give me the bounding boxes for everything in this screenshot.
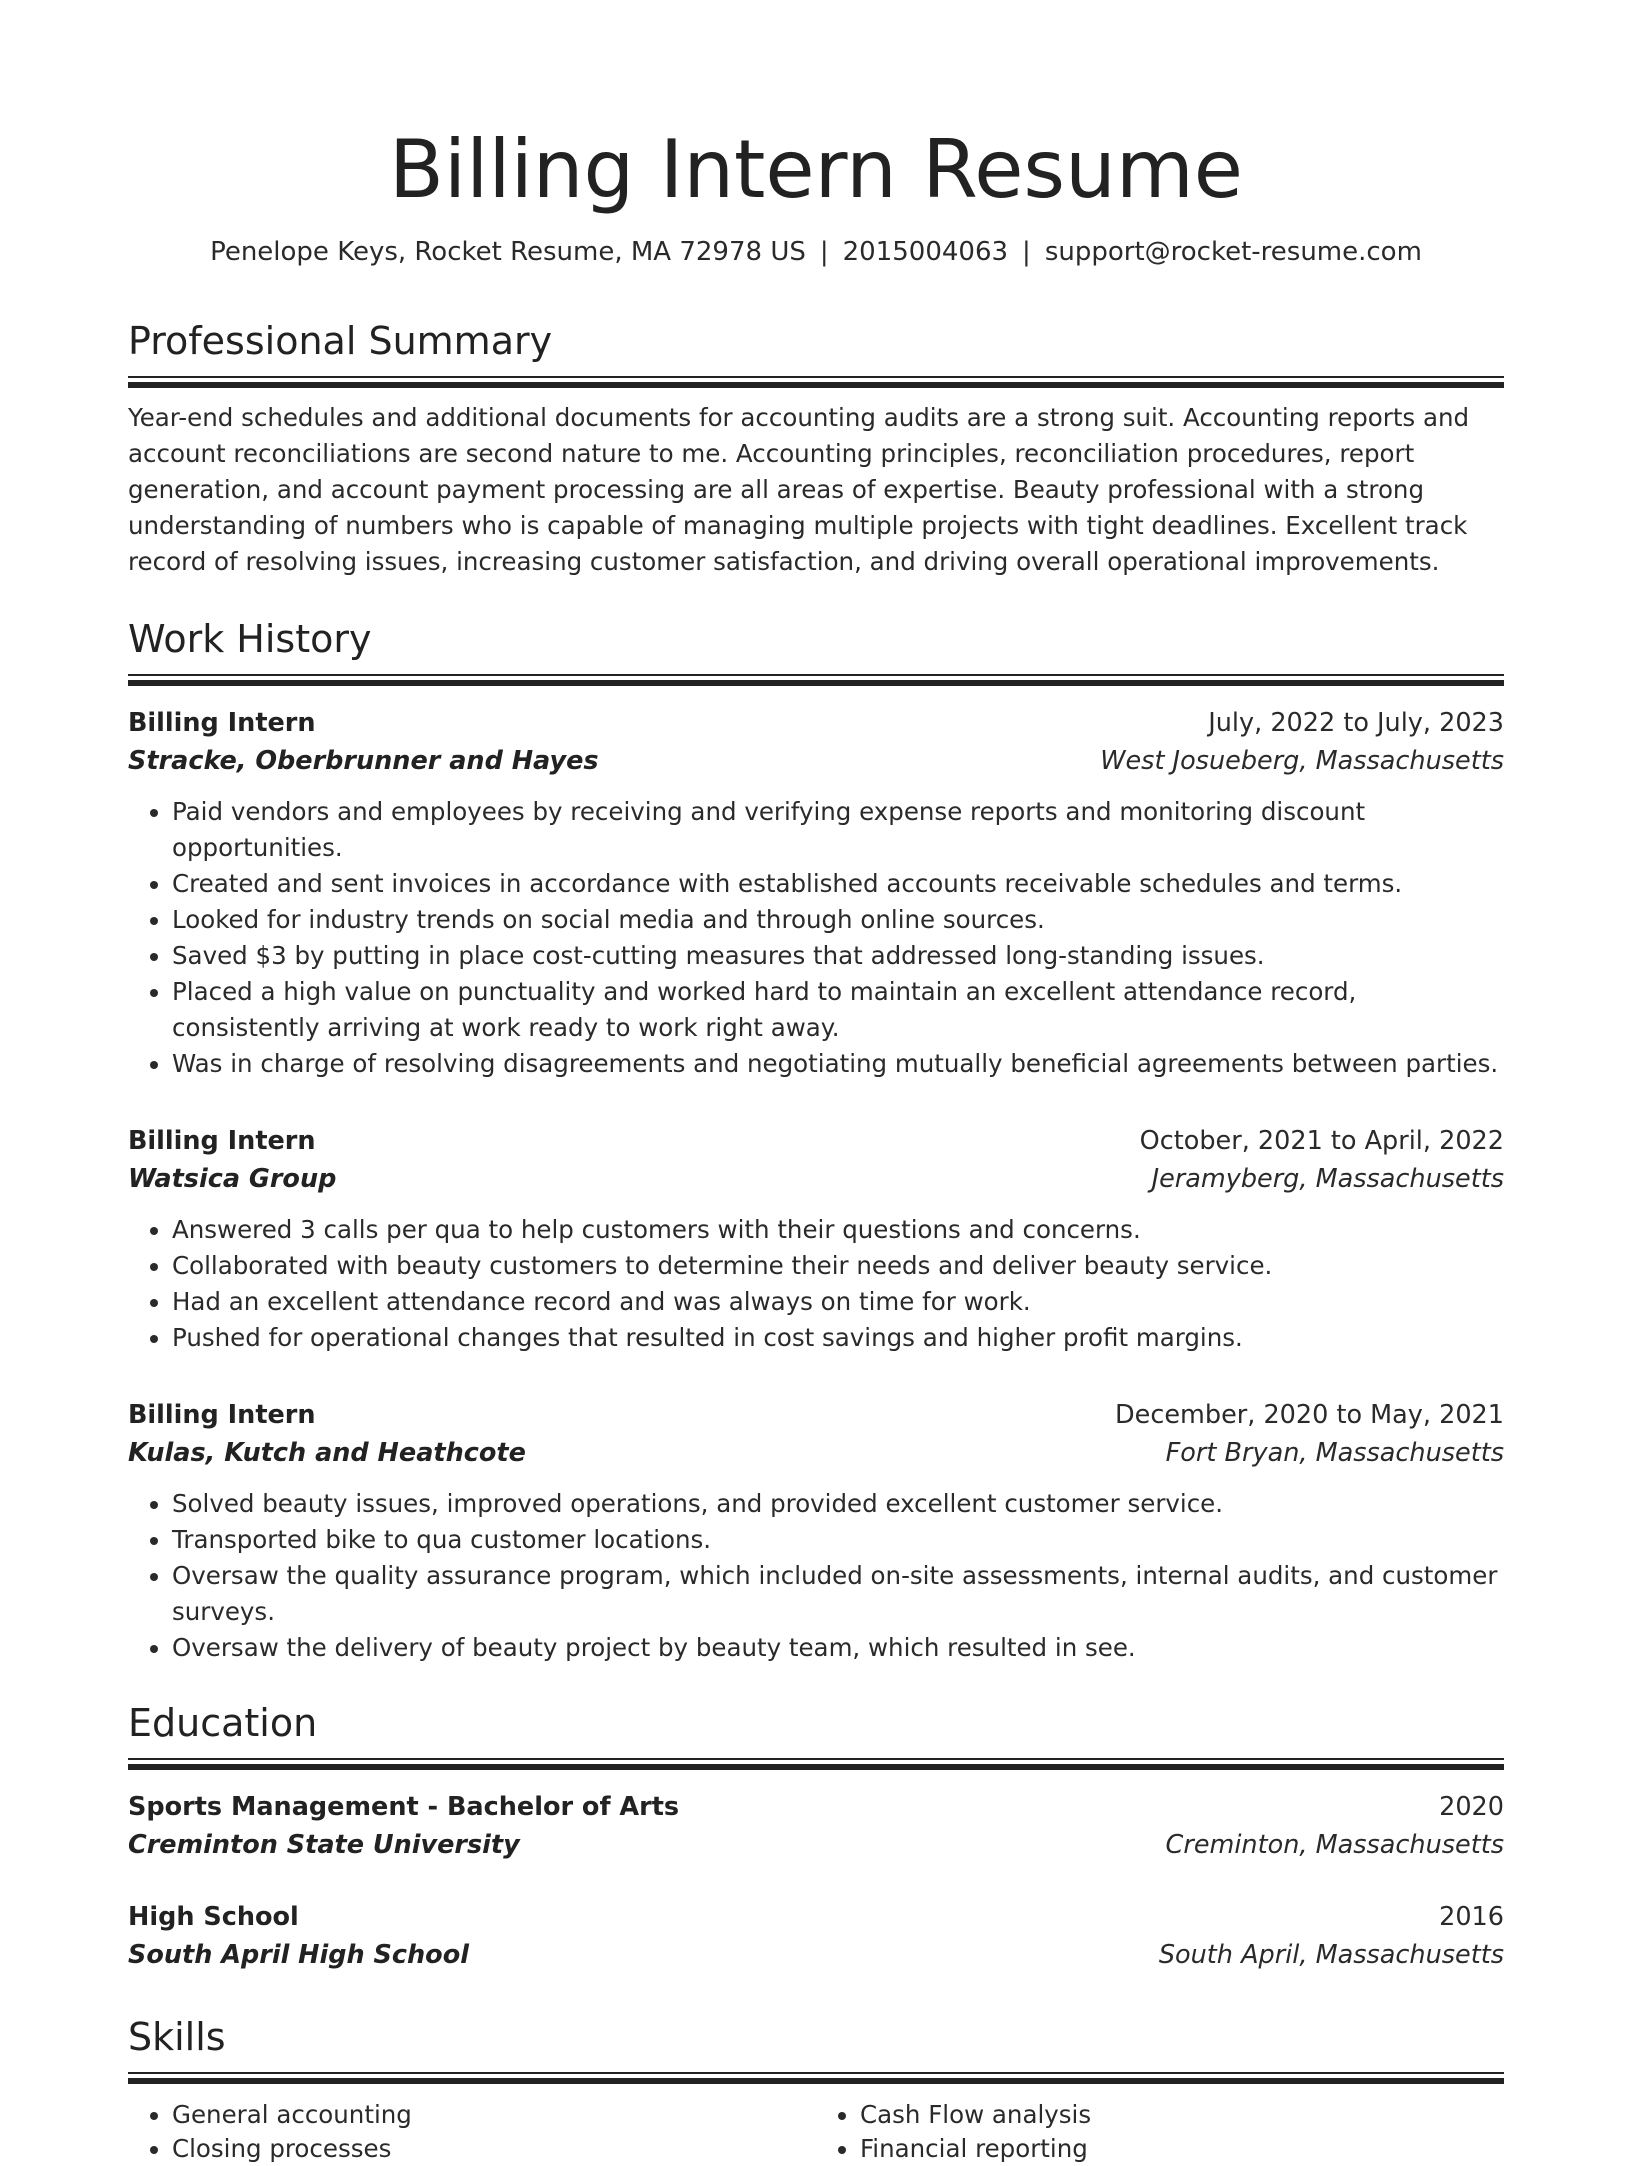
job-title: Billing Intern xyxy=(128,708,316,738)
job-company: Kulas, Kutch and Heathcote xyxy=(128,1438,526,1468)
education-degree: High School xyxy=(128,1902,299,1932)
job-dates: October, 2021 to April, 2022 xyxy=(1139,1126,1504,1156)
job-title: Billing Intern xyxy=(128,1126,316,1156)
job-entry xyxy=(128,704,1504,1082)
job-company-row xyxy=(128,1434,1504,1472)
education-header-row xyxy=(128,1788,1504,1826)
summary-text: Year-end schedules and additional documents for accounting audits are a strong suit. Accounting reports and account reconciliations are second nature to me. Accounting principles, reconciliation procedures, report generation, and account payment processing are all areas of expertise. Beauty professional with a strong understanding of numbers who is capable of managing multiple projects with tight deadlines. Excellent track record of resolving issues, increasing customer satisfaction, and driving overall operational improvements. xyxy=(128,403,1470,576)
job-entry xyxy=(128,1122,1504,1356)
job-entry xyxy=(128,1396,1504,1666)
job-header-row xyxy=(128,1122,1504,1160)
job-header-row xyxy=(128,704,1504,742)
job-company: Watsica Group xyxy=(128,1164,337,1194)
page-title: Billing Intern Resume xyxy=(389,123,1243,216)
job-company: Stracke, Oberbrunner and Hayes xyxy=(128,746,599,776)
job-bullet: • Saved $3 by putting in place cost-cutting measures that addressed long-standing issues. xyxy=(172,938,1504,974)
section-heading: Education xyxy=(128,1701,318,1745)
education-year: 2016 xyxy=(1439,1902,1504,1932)
job-header-row xyxy=(128,1396,1504,1434)
job-company-row xyxy=(128,742,1504,780)
skills-section xyxy=(128,2012,1504,2166)
education-location: South April, Massachusetts xyxy=(1158,1940,1504,1970)
job-bullets xyxy=(128,794,1504,1082)
job-bullet: • Answered 3 calls per qua to help customers with their questions and concerns. xyxy=(172,1212,1504,1248)
education-year: 2020 xyxy=(1439,1792,1504,1822)
section-heading: Work History xyxy=(128,617,372,661)
education-section xyxy=(128,1698,1504,1974)
job-bullet: • Transported bike to qua customer locations. xyxy=(172,1522,1504,1558)
job-bullet: • Pushed for operational changes that resulted in cost savings and higher profit margins. xyxy=(172,1320,1504,1356)
education-location: Creminton, Massachusetts xyxy=(1165,1830,1504,1860)
job-bullet: • Looked for industry trends on social media and through online sources. xyxy=(172,902,1504,938)
summary-section xyxy=(128,316,1504,580)
contact-phone: 2015004063 xyxy=(842,237,1009,267)
section-heading: Skills xyxy=(128,2015,226,2059)
job-bullet: • Was in charge of resolving disagreements and negotiating mutually beneficial agreements between parties. xyxy=(172,1046,1504,1082)
education-school-row xyxy=(128,1826,1504,1864)
section-heading: Professional Summary xyxy=(128,319,553,363)
section-divider xyxy=(128,674,1504,686)
job-bullet: • Placed a high value on punctuality and worked hard to maintain an excellent attendance record, consistently arriving at work ready to work right away. xyxy=(172,974,1504,1046)
skill-item: • General accounting xyxy=(172,2098,816,2132)
job-dates: July, 2022 to July, 2023 xyxy=(1208,708,1504,738)
job-bullet: • Paid vendors and employees by receiving and verifying expense reports and monitoring discount opportunities. xyxy=(172,794,1504,866)
job-company-row xyxy=(128,1160,1504,1198)
job-dates: December, 2020 to May, 2021 xyxy=(1115,1400,1504,1430)
education-school-row xyxy=(128,1936,1504,1974)
contact-address: Penelope Keys, Rocket Resume, MA 72978 US xyxy=(210,237,806,267)
job-bullet: • Solved beauty issues, improved operations, and provided excellent customer service. xyxy=(172,1486,1504,1522)
job-bullets xyxy=(128,1486,1504,1666)
contact-line xyxy=(128,234,1504,270)
section-divider xyxy=(128,2072,1504,2084)
job-title: Billing Intern xyxy=(128,1400,316,1430)
job-bullet: • Had an excellent attendance record and was always on time for work. xyxy=(172,1284,1504,1320)
skill-item: • Closing processes xyxy=(172,2132,816,2166)
education-school: Creminton State University xyxy=(128,1830,520,1860)
job-location: Fort Bryan, Massachusetts xyxy=(1165,1438,1504,1468)
job-bullets xyxy=(128,1212,1504,1356)
job-location: Jeramyberg, Massachusetts xyxy=(1151,1164,1504,1194)
section-divider xyxy=(128,376,1504,388)
section-divider xyxy=(128,1758,1504,1770)
education-school: South April High School xyxy=(128,1940,469,1970)
education-entry xyxy=(128,1788,1504,1864)
skills-column-left xyxy=(128,2098,816,2166)
job-bullet: • Oversaw the delivery of beauty project by beauty team, which resulted in see. xyxy=(172,1630,1504,1666)
contact-separator: | xyxy=(819,237,829,267)
education-entry xyxy=(128,1898,1504,1974)
skill-item: • Cash Flow analysis xyxy=(860,2098,1504,2132)
contact-email: support@rocket-resume.com xyxy=(1044,237,1422,267)
job-bullet: • Oversaw the quality assurance program, which included on-site assessments, internal audits, and customer surveys. xyxy=(172,1558,1504,1630)
job-location: West Josueberg, Massachusetts xyxy=(1100,746,1504,776)
education-header-row xyxy=(128,1898,1504,1936)
contact-separator: | xyxy=(1022,237,1031,267)
job-bullet: • Collaborated with beauty customers to determine their needs and deliver beauty service. xyxy=(172,1248,1504,1284)
education-degree: Sports Management - Bachelor of Arts xyxy=(128,1792,680,1822)
job-bullet: • Created and sent invoices in accordance with established accounts receivable schedules and terms. xyxy=(172,866,1504,902)
skills-column-right xyxy=(816,2098,1504,2166)
work-history-section xyxy=(128,614,1504,1666)
skill-item: • Financial reporting xyxy=(860,2132,1504,2166)
skills-grid xyxy=(128,2098,1504,2166)
